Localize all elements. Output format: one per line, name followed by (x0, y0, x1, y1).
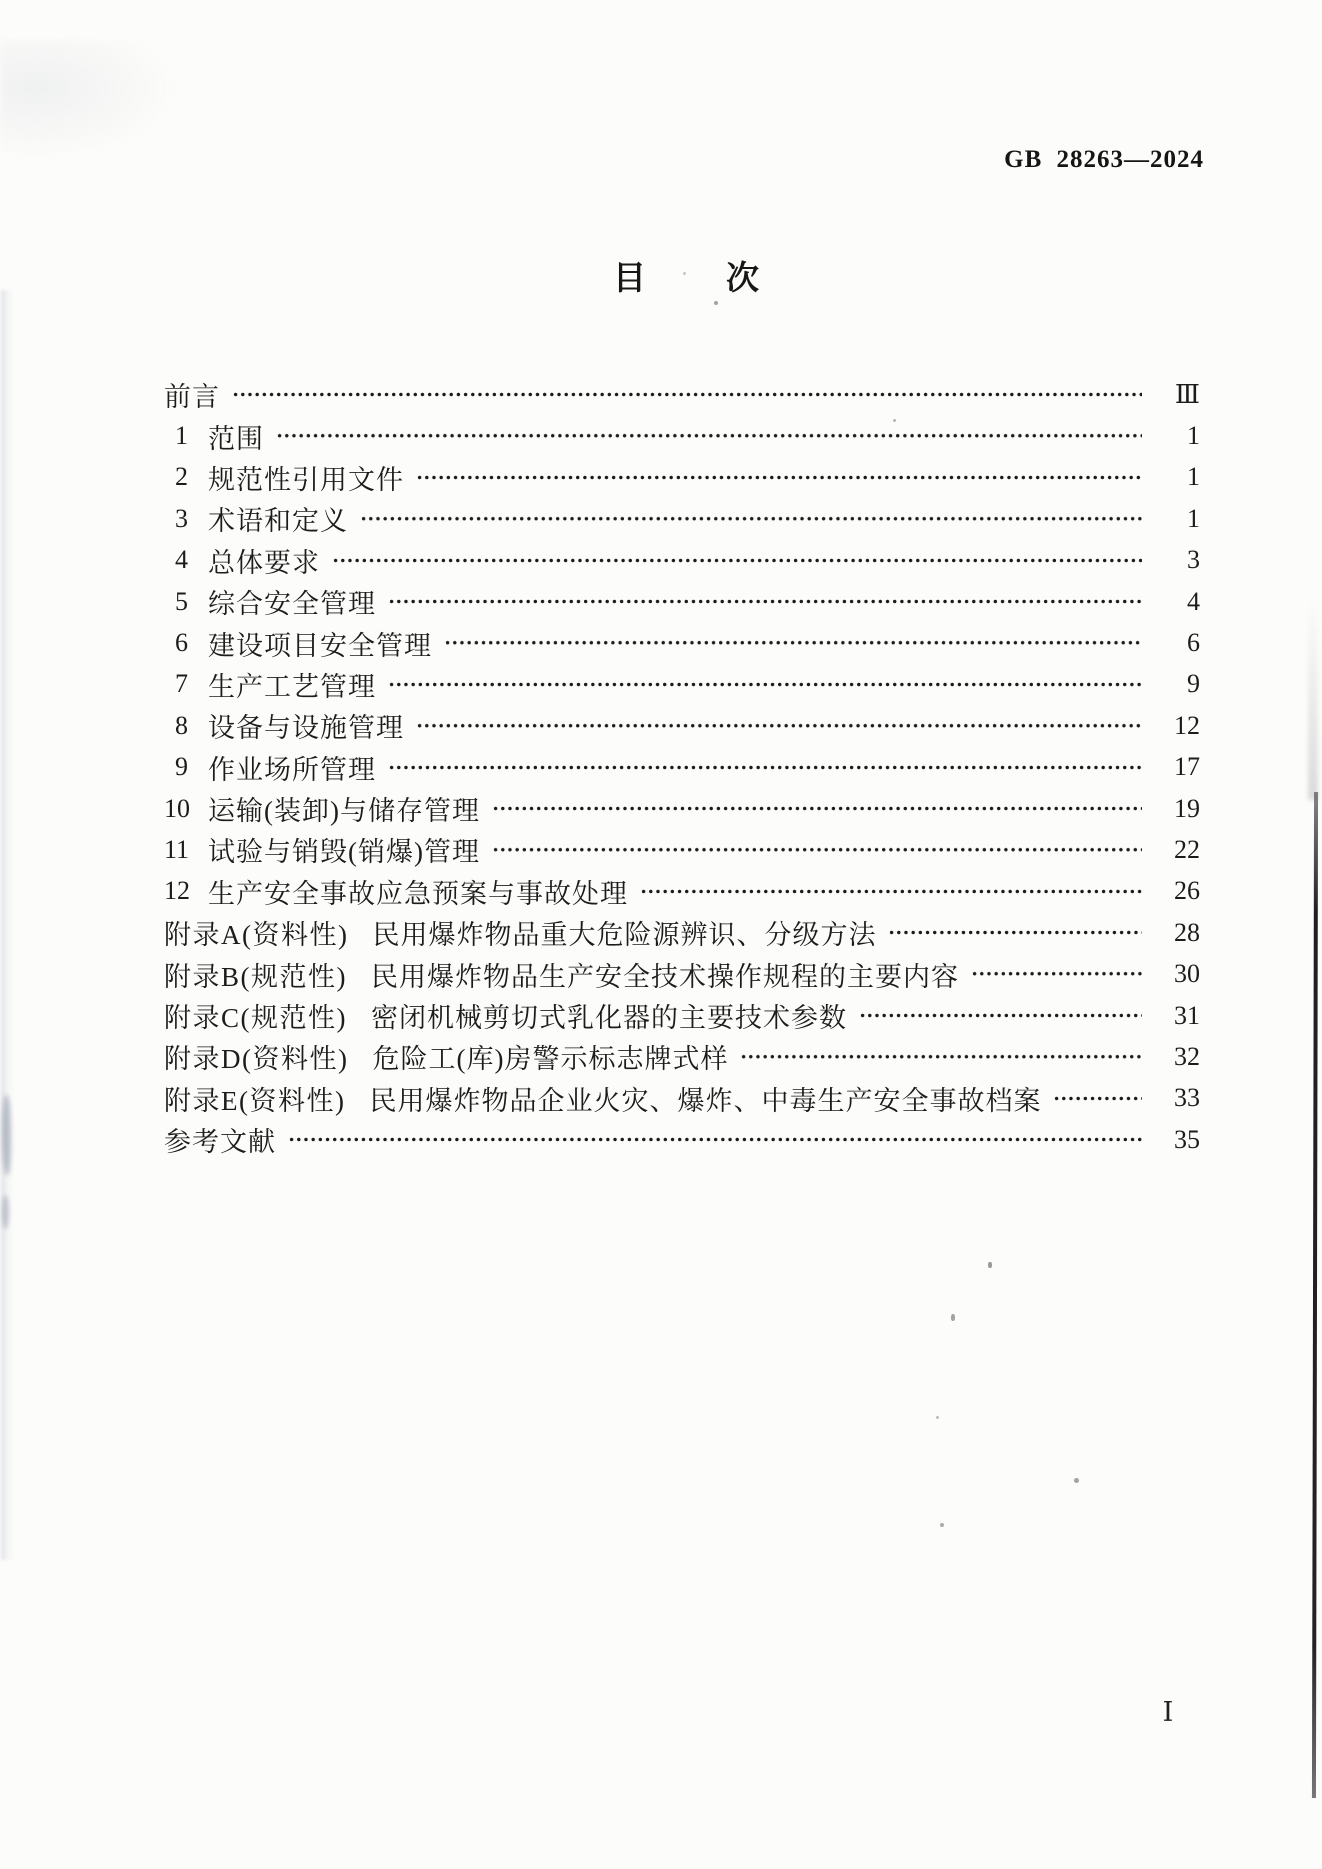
toc-entry (164, 498, 1200, 539)
toc-entry-page: 19 (1174, 793, 1200, 823)
toc-entry-title: 民用爆炸物品重大危险源辨识、分级方法 (372, 920, 877, 951)
toc-entry (164, 457, 1200, 498)
toc-entry-number: 6 (175, 628, 188, 658)
toc-entry (164, 581, 1200, 622)
toc-entry (164, 415, 1200, 456)
dotted-leader (492, 829, 1142, 870)
toc-entry-title: 危险工(库)房警示标志牌式样 (372, 1044, 729, 1075)
toc-entry-page: 30 (1174, 959, 1200, 989)
toc-entry (164, 374, 1200, 415)
toc-entry-number: 5 (175, 586, 188, 616)
page-edge-shadow (1312, 792, 1318, 1798)
toc-entry-number: 11 (164, 834, 190, 864)
toc-entry-title: 运输(装卸)与储存管理 (208, 796, 480, 827)
toc-entry-page: 32 (1174, 1041, 1200, 1071)
page-title-char: 目 (613, 261, 646, 297)
scan-speck (714, 301, 718, 305)
toc-entry-page: 9 (1187, 669, 1200, 699)
page-edge-shadow-faint (1308, 600, 1318, 800)
toc-entry-number: 12 (164, 876, 190, 906)
toc-entry-number: 10 (164, 793, 190, 823)
dotted-leader (332, 540, 1142, 581)
toc-entry (164, 912, 1200, 953)
toc-entry-page: 1 (1187, 421, 1200, 451)
toc-entry-title: 总体要求 (208, 547, 320, 578)
toc-entry-page: 17 (1174, 752, 1200, 782)
toc-entry-title: 生产工艺管理 (208, 671, 376, 702)
toc-entry (164, 829, 1200, 870)
page-title-char: 次 (726, 261, 759, 297)
toc-entry (164, 1036, 1200, 1077)
toc-entry-prefix: 附录D(资料性) (164, 1044, 349, 1075)
dotted-leader (288, 1119, 1142, 1160)
toc-entry-title: 范围 (208, 423, 264, 454)
toc-entry-prefix: 附录E(资料性) (164, 1085, 346, 1116)
toc-entry-title: 民用爆炸物品生产安全技术操作规程的主要内容 (371, 961, 959, 992)
toc-entry-number: 9 (175, 752, 188, 782)
toc-entry-title: 设备与设施管理 (208, 713, 404, 744)
toc-entry-page: 26 (1174, 876, 1200, 906)
scan-speck (936, 1416, 939, 1419)
table-of-contents (164, 374, 1200, 1160)
toc-entry-number: 1 (175, 421, 188, 451)
scan-speck (940, 1523, 944, 1527)
scan-speck (988, 1262, 992, 1268)
scan-crease-knot (2, 1195, 9, 1229)
dotted-leader (388, 581, 1142, 622)
toc-entry-page: 1 (1187, 503, 1200, 533)
toc-entry-title: 参考文献 (164, 1127, 276, 1158)
toc-entry-number: 4 (175, 545, 188, 575)
dotted-leader (416, 457, 1142, 498)
dotted-leader (360, 498, 1142, 539)
dotted-leader (888, 912, 1142, 953)
toc-entry-title: 生产安全事故应急预案与事故处理 (208, 878, 628, 909)
toc-entry-page: Ⅲ (1174, 379, 1200, 409)
dotted-leader (232, 374, 1142, 415)
toc-entry (164, 705, 1200, 746)
dotted-leader (276, 415, 1142, 456)
toc-entry-title: 术语和定义 (208, 506, 348, 537)
toc-entry-prefix: 附录C(规范性) (164, 1003, 347, 1034)
toc-entry-title: 前言 (164, 382, 220, 413)
standard-number: GB 28263—2024 (1004, 146, 1204, 173)
toc-entry-page: 1 (1187, 462, 1200, 492)
toc-entry-prefix: 附录A(资料性) (164, 920, 349, 951)
dotted-leader (492, 788, 1142, 829)
toc-entry (164, 747, 1200, 788)
scan-speck (683, 272, 686, 275)
toc-entry-page: 12 (1174, 710, 1200, 740)
toc-entry-page: 22 (1174, 834, 1200, 864)
toc-entry-page: 28 (1174, 917, 1200, 947)
dotted-leader (416, 705, 1142, 746)
toc-entry-title: 试验与销毁(销爆)管理 (208, 837, 480, 868)
toc-entry (164, 664, 1200, 705)
toc-entry-number: 8 (175, 710, 188, 740)
dotted-leader (859, 995, 1142, 1036)
toc-entry-title: 民用爆炸物品企业火灾、爆炸、中毒生产安全事故档案 (369, 1085, 1042, 1116)
dotted-leader (1053, 1078, 1142, 1119)
toc-entry-page: 4 (1187, 586, 1200, 616)
scan-smudge (0, 40, 180, 160)
toc-entry (164, 871, 1200, 912)
toc-entry (164, 788, 1200, 829)
dotted-leader (740, 1036, 1142, 1077)
toc-entry-number: 7 (175, 669, 188, 699)
toc-entry (164, 622, 1200, 663)
dotted-leader (971, 953, 1142, 994)
page-number-footer: Ⅰ (1162, 1697, 1174, 1727)
toc-entry (164, 1078, 1200, 1119)
toc-entry-page: 3 (1187, 545, 1200, 575)
page-title (0, 252, 1322, 299)
toc-entry-page: 31 (1174, 1000, 1200, 1030)
toc-entry-page: 6 (1187, 628, 1200, 658)
scan-crease-knot (2, 1095, 11, 1175)
toc-entry-title: 建设项目安全管理 (208, 630, 432, 661)
toc-entry-number: 2 (175, 462, 188, 492)
toc-entry (164, 995, 1200, 1036)
toc-entry (164, 1119, 1200, 1160)
toc-entry-page: 35 (1174, 1124, 1200, 1154)
toc-entry-number: 3 (175, 503, 188, 533)
dotted-leader (444, 622, 1142, 663)
toc-entry-title: 综合安全管理 (208, 589, 376, 620)
scan-crease (1, 290, 14, 1560)
toc-entry-prefix: 附录B(规范性) (164, 961, 347, 992)
toc-entry-page: 33 (1174, 1083, 1200, 1113)
dotted-leader (640, 871, 1142, 912)
toc-entry-title: 作业场所管理 (208, 754, 376, 785)
scan-speck (951, 1314, 955, 1321)
toc-entry (164, 540, 1200, 581)
scan-speck (893, 419, 896, 422)
scan-speck (1074, 1478, 1079, 1483)
toc-entry-title: 规范性引用文件 (208, 464, 404, 495)
toc-entry-title: 密闭机械剪切式乳化器的主要技术参数 (371, 1003, 847, 1034)
dotted-leader (388, 747, 1142, 788)
dotted-leader (388, 664, 1142, 705)
toc-entry (164, 953, 1200, 994)
